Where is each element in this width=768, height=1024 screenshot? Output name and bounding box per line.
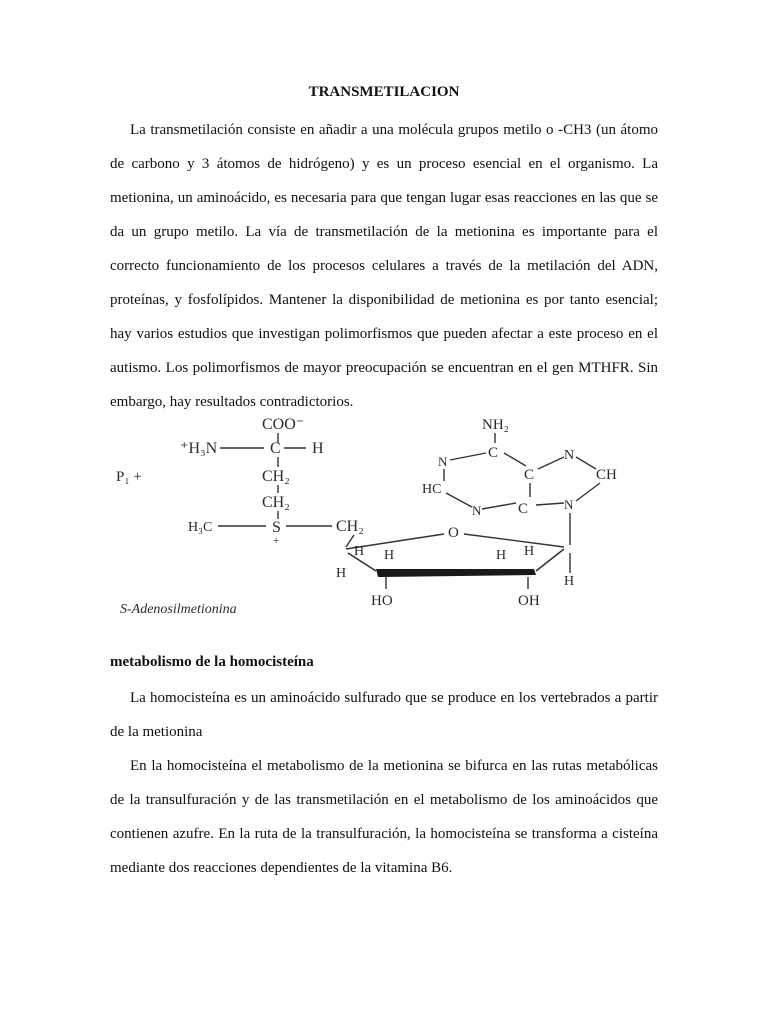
metabolism-paragraph: En la homocisteína el metabolismo de la metionina se bifurca en las rutas metabólicas de la transulfuración y de las transmetilación en el metabolismo de los aminoácidos que contienen azufre. En la ruta de la transulfuración, la homocisteína se transforma a cisteína mediante dos reacciones dependientes de la vitamina B6. (110, 758, 658, 876)
label-c6: C (488, 445, 499, 461)
label-ho: HO (371, 593, 393, 609)
label-n9: N (564, 497, 574, 512)
label-oh: OH (518, 593, 540, 609)
label-coo: COO⁻ (262, 416, 305, 433)
label-n1: N (438, 454, 448, 469)
label-h-a: H (354, 544, 365, 559)
label-plus: + (273, 535, 280, 547)
label-s: S (272, 519, 281, 536)
bond (450, 453, 486, 460)
label-hc2: HC (422, 482, 442, 497)
label-h-e: H (336, 566, 347, 581)
label-c4: C (518, 501, 529, 517)
label-o: O (448, 525, 459, 541)
label-h-b: H (524, 544, 535, 559)
label-n7: N (564, 448, 575, 463)
label-ch2b: CH₂ (262, 494, 290, 511)
label-h3c: H₃C (188, 520, 213, 535)
label-ch8: CH (596, 467, 617, 483)
structure-drawing (116, 413, 648, 623)
bond (464, 534, 564, 547)
section-heading: metabolismo de la homocisteína (110, 654, 314, 670)
label-nh2: NH₂ (482, 417, 509, 433)
ring-bold-edge (376, 569, 536, 577)
bond (536, 503, 564, 505)
bond (576, 483, 600, 501)
label-c1: C (270, 440, 281, 457)
label-h-c: H (384, 548, 395, 563)
label-h-d: H (496, 548, 507, 563)
page-title: TRANSMETILACION (308, 84, 460, 100)
label-pfrag: P₁ + (116, 469, 142, 485)
bond (538, 457, 564, 469)
label-h1: H (312, 440, 324, 457)
bond (504, 453, 526, 466)
figure-caption: S-Adenosilmetionina (120, 602, 237, 617)
label-h3n: ⁺H₃N (180, 440, 218, 457)
bond (576, 457, 596, 469)
label-ch2c: CH₂ (336, 518, 364, 535)
label-c5: C (524, 467, 535, 483)
bond (536, 549, 564, 571)
intro-paragraph: La transmetilación consiste en añadir a una molécula grupos metilo o -CH3 (un átomo de carbono y 3 átomos de hidrógeno) y es un proceso esencial en el organismo. La metionina, un aminoácido, es necesaria para que tengan lugar esas reacciones en las que se da un grupo metilo. La vía de transmetilación de la metionina es importante para el correcto funcionamiento de los procesos celulares a través de la metilación del ADN, proteínas, y fosfolípidos. Mantener la disponibilidad de metionina es por tanto esencial; hay varios estudios que investigan polimorfismos que pueden afectar a este proceso en el autismo. Los polimorfismos de mayor preocupación se encuentran en el gen MTHFR. Sin embargo, hay resultados contradictorios. (110, 122, 658, 410)
bond (482, 503, 516, 509)
bond (446, 493, 472, 507)
bond (346, 535, 354, 547)
s-adenosylmethionine-structure-figure (116, 413, 648, 623)
homocysteine-paragraph: La homocisteína es un aminoácido sulfurado que se produce en los vertebrados a partir de la metionina (110, 690, 658, 740)
label-n3: N (472, 503, 482, 518)
label-h-f: H (564, 574, 575, 589)
label-ch2a: CH₂ (262, 468, 290, 485)
